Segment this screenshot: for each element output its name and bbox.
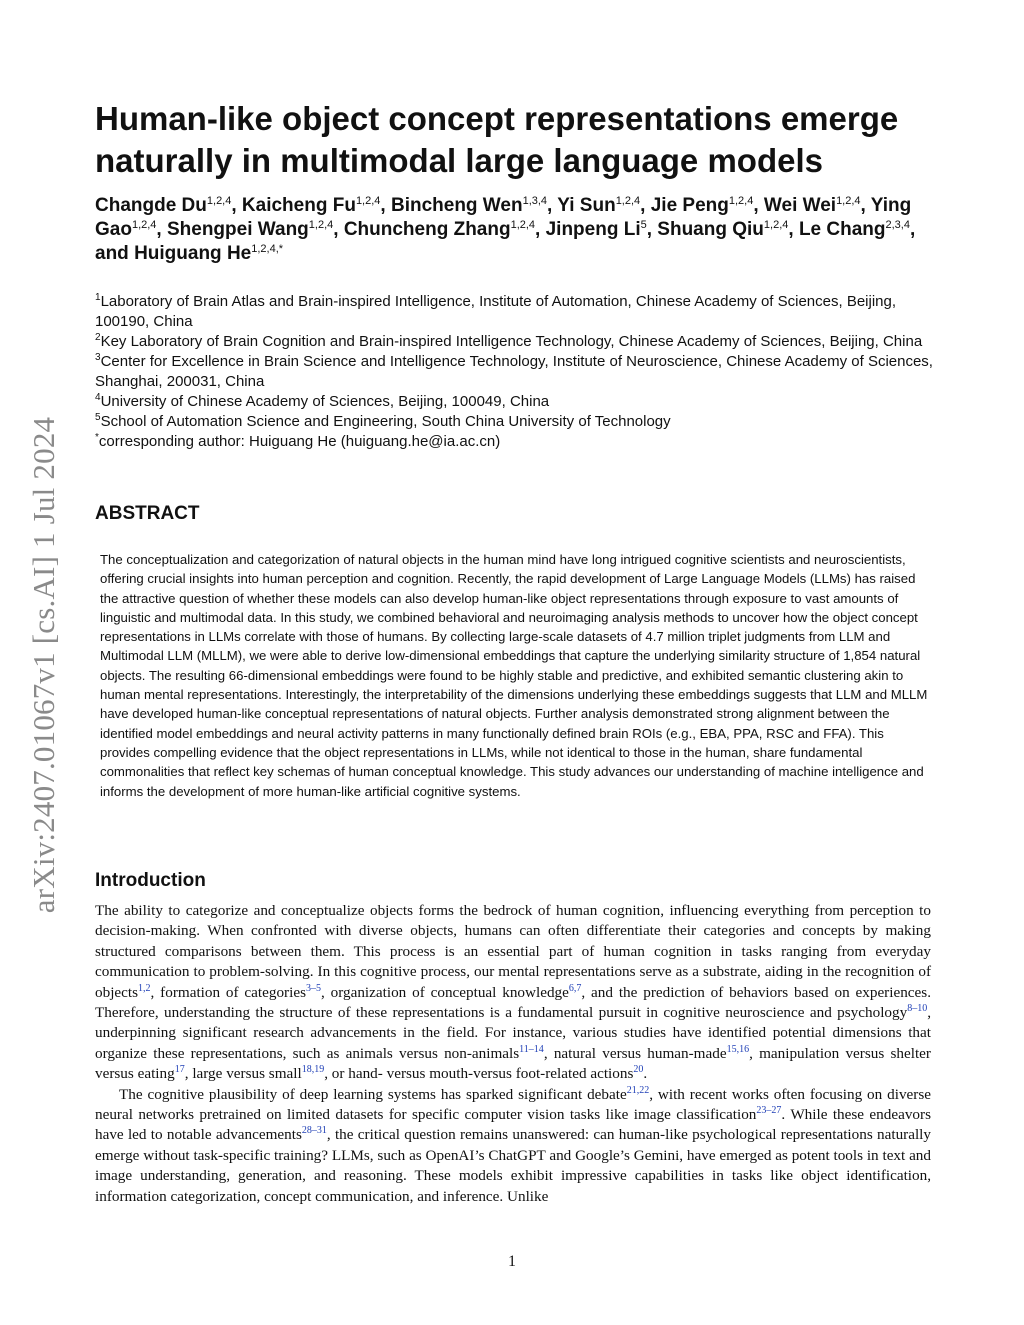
author-name: Wei Wei [763,195,837,216]
page-number: 1 [508,1253,516,1270]
citation-link[interactable]: 17 [174,1064,185,1076]
affiliation-text: corresponding author: Huiguang He (huiguang.he@ia.ac.cn) [98,433,501,450]
author-affiliation-marks: 5 [640,219,647,231]
introduction-paragraph: The cognitive plausibility of deep learning systems has sparked significant debate$^{21,22}$, with recent works often focusing on diverse neural networks pretrained on limited datasets for specific computer vision tasks like image classification$^{23-27}$. While these endeavors have led to notable advancements$^{28-31}$, the critical question remains unanswered: can human-like psychological representations naturally emerge without task-specific training? LLMs, such as OpenAI’s ChatGPT and Google’s Gemini, have emerged as potent tools in text and image understanding, generation, and reasoning. These models exhibit impressive capabilities in tasks like object identification, information categorization, concept communication, and inference. Unlike [95,1084,931,1205]
author-separator: , and [95,219,916,264]
citation-link[interactable]: 20 [633,1064,644,1076]
citation-link[interactable]: 28–31 [301,1125,327,1137]
author-separator: , [646,219,658,240]
affiliation [95,412,935,432]
author-name: Le Chang [798,219,886,240]
affiliation-list [95,292,935,452]
arxiv-identifier[interactable]: arXiv:2407.01067v1 [cs.AI] 1 Jul 2024 [26,416,62,914]
author-name: Chuncheng Zhang [343,219,511,240]
citation-link[interactable]: 1,2 [138,982,151,994]
affiliation-text: Key Laboratory of Brain Cognition and Brain-inspired Intelligence Technology, Chinese Academy of Sciences, Beijing, China [100,333,923,350]
author-affiliation-marks: 1,2,4 [206,195,232,207]
affiliation-text: School of Automation Science and Engineering, South China University of Technology [100,413,671,430]
author-separator: , [640,195,651,216]
affiliation-text: Center for Excellence in Brain Science and Intelligence Technology, Institute of Neuroscience, Chinese Academy of Sciences, Shanghai, 200031, China [95,353,933,390]
affiliation-mark: * [95,432,99,443]
affiliation [95,432,935,452]
author-name: Shengpei Wang [166,219,309,240]
citation-link[interactable]: 23–27 [756,1105,782,1117]
author-affiliation-marks: 1,2,4 [355,195,381,207]
author-name: Jie Peng [650,195,729,216]
citation-link[interactable]: 21,22 [626,1084,650,1096]
affiliation-text: Laboratory of Brain Atlas and Brain-inspired Intelligence, Institute of Automation, Chinese Academy of Sciences, Beijing, 100190, China [95,293,897,330]
author-name: Bincheng Wen [390,195,523,216]
author-separator: , [535,219,546,240]
author-name: Shuang Qiu [657,219,764,240]
arxiv-watermark [12,385,76,945]
affiliation [95,292,935,332]
citation-link[interactable]: 6,7 [568,982,582,994]
citation-link[interactable]: 3–5 [305,982,321,994]
author-affiliation-marks: 1,2,4 [308,219,334,231]
author-name: Ying Gao [95,195,912,240]
affiliation-mark: 3 [95,352,101,363]
author-affiliation-marks: 1,2,4 [728,195,754,207]
author-name: Changde Du [95,195,207,216]
author-list [95,194,935,266]
affiliation-mark: 1 [95,292,101,303]
author-separator: , [231,195,242,216]
affiliation [95,352,935,392]
author-separator: , [753,195,764,216]
affiliation-text: University of Chinese Academy of Sciences, Beijing, 100049, China [100,393,550,410]
introduction-body [95,901,931,1207]
affiliation-mark: 2 [95,332,101,343]
abstract-heading: ABSTRACT [95,503,200,524]
author-separator: , [547,195,558,216]
introduction-heading: Introduction [95,870,206,891]
citation-link[interactable]: 18,19 [301,1064,325,1076]
author-affiliation-marks: 1,2,4 [510,219,536,231]
affiliation-mark: 4 [95,392,101,403]
author-separator: , [333,219,344,240]
affiliation [95,392,935,412]
author-separator: , [860,195,871,216]
author-separator: , [156,219,167,240]
author-separator: , [380,195,391,216]
author-name: Huiguang He [134,243,252,264]
author-separator: , [788,219,799,240]
citation-link[interactable]: 8–10 [907,1003,928,1015]
author-affiliation-marks: 2,3,4 [885,219,910,231]
author-name: Jinpeng Li [545,219,641,240]
introduction-paragraph: The ability to categorize and conceptualize objects forms the bedrock of human cognition, influencing everything from perception to decision-making. When confronted with diverse objects, humans can often differentiate their categories and concepts by making structured comparisons between them. This process is an essential part of human cognition in tasks ranging from everyday communication to problem-solving. In this cognitive process, our mental representations serve as a substrate, aiding in the recognition of objects$^{1,2}$, formation of categories$^{3-5}$, organization of conceptual knowledge$^{6,7}$, and the prediction of behaviors based on experiences. Therefore, understanding the structure of these representations is a fundamental pursuit in cognitive neuroscience and psychology$^{8-10}$, underpinning significant research advancements in the field. For instance, various studies have identified potential dimensions that organize these representations, such as animals versus non-animals$^{11-14}$, natural versus human-made$^{15,16}$, manipulation versus shelter versus eating$^{17}$, large versus small$^{18,19}$, or hand- versus mouth-versus foot-related actions$^{20}$. [95,902,931,1083]
affiliation-mark: 5 [95,412,101,423]
author-name: Kaicheng Fu [241,195,356,216]
affiliation [95,332,935,352]
author-affiliation-marks: 1,3,4 [522,195,548,207]
citation-link[interactable]: 15,16 [726,1043,750,1055]
paper-title: Human-like object concept representations emerge naturally in multimodal large language models [95,100,899,179]
citation-link[interactable]: 11–14 [519,1043,544,1055]
author-name: Yi Sun [557,195,616,216]
author-affiliation-marks: 1,2,4 [615,195,641,207]
author-affiliation-marks: 1,2,4 [836,195,861,207]
author-affiliation-marks: 1,2,4,* [251,243,284,255]
author-affiliation-marks: 1,2,4 [763,219,789,231]
author-affiliation-marks: 1,2,4 [131,219,157,231]
abstract-body: The conceptualization and categorization of natural objects in the human mind have long intrigued cognitive scientists and neuroscientists, offering crucial insights into human perception and cognition. Recently, the rapid development of Large Language Models (LLMs) has raised the attractive question of whether these models can also develop human-like object representations through exposure to vast amounts of linguistic and multimodal data. In this study, we combined behavioral and neuroimaging analysis methods to uncover how the object concept representations in LLMs correlate with those of humans. By collecting large-scale datasets of 4.7 million triplet judgments from LLM and Multimodal LLM (MLLM), we were able to derive low-dimensional embeddings that capture the underlying similarity structure of 1,854 natural objects. The resulting 66-dimensional embeddings were found to be highly stable and predictive, and exhibited semantic clustering akin to human mental representations. Interestingly, the interpretability of the dimensions underlying these embeddings suggests that LLM and MLLM have developed human-like conceptual representations of natural objects. Further analysis demonstrated strong alignment between the identified model embeddings and neural activity patterns in many functionally defined brain ROIs (e.g., EBA, PPA, RSC and FFA). This provides compelling evidence that the object representations in LLMs, while not identical to those in the human, share fundamental commonalities that reflect key schemas of human conceptual knowledge. This study advances our understanding of machine intelligence and informs the development of more human-like artificial cognitive systems. [100,552,928,799]
